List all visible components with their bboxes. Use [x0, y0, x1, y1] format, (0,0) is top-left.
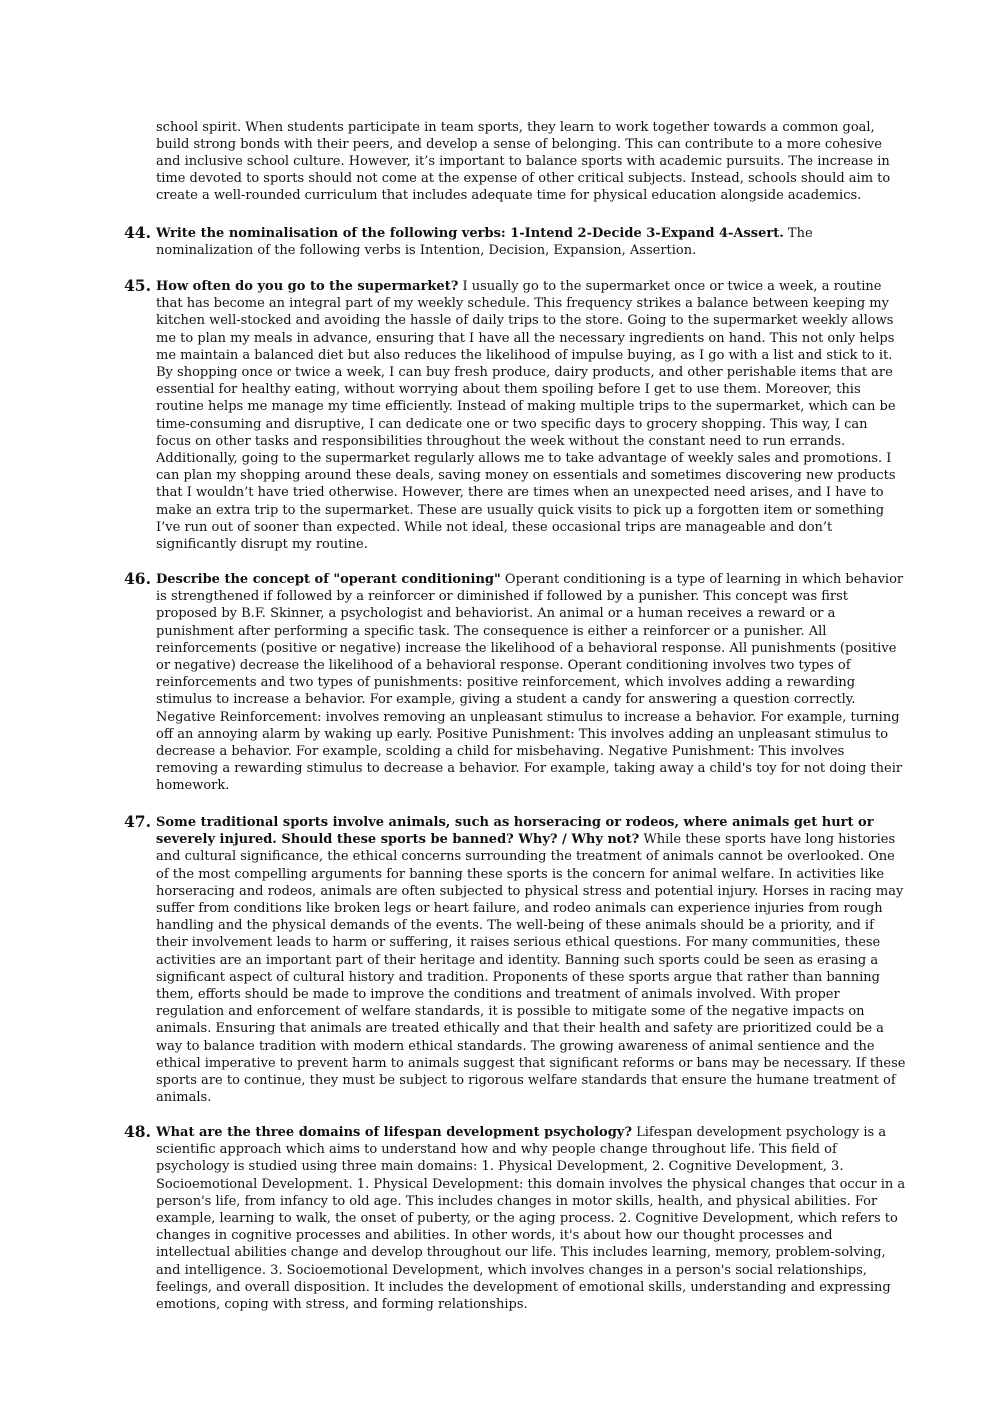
question-number: 45. — [124, 276, 151, 295]
question-body — [156, 814, 906, 1106]
question-text: What are the three domains of lifespan development psychology? — [156, 1125, 632, 1140]
question-text: Describe the concept of "operant conditioning" — [156, 572, 501, 587]
answer-text: Operant conditioning is a type of learning in which behavior is strengthened if followed by a reinforcer or diminished if followed by a punisher. This concept was first proposed by B.F. Skinner, a psychologist and behaviorist. An animal or a human receives a reward or a punishment after performing a specific task. The consequence is either a reinforcer or a punisher. All reinforcements (positive or negative) increase the likelihood of a behavioral response. All punishments (positive or negative) decrease the likelihood of a behavioral response. Operant conditioning involves two types of reinforcements and two types of punishments: positive reinforcement, which involves adding a rewarding stimulus to increase a behavior. For example, giving a student a candy for answering a question correctly. Negative Reinforcement: involves removing an unpleasant stimulus to increase a behavior. For example, turning off an annoying alarm by waking up early. Positive Punishment: This involves adding an unpleasant stimulus to decrease a behavior. For example, scolding a child for misbehaving. Negative Punishment: This involves removing a rewarding stimulus to decrease a behavior. For example, taking away a child's toy for not doing their homework. — [156, 572, 904, 794]
question-item-46 — [124, 571, 906, 795]
answer-text: While these sports have long histories and cultural significance, the ethical concerns surrounding the treatment of animals cannot be overlooked. One of the most compelling arguments for banning these sports is the concern for animal welfare. In activities like horseracing and rodeos, animals are often subjected to physical stress and potential injury. Horses in racing may suffer from conditions like broken legs or heart failure, and rodeo animals can experience injuries from rough handling and the physical demands of the events. The well-being of these animals should be a priority, and if their involvement leads to harm or suffering, it raises serious ethical questions. For many communities, these activities are an important part of their heritage and identity. Banning such sports could be seen as erasing a significant aspect of cultural history and tradition. Proponents of these sports argue that rather than banning them, efforts should be made to improve the conditions and treatment of animals involved. With proper regulation and enforcement of welfare standards, it is possible to mitigate some of the negative impacts on animals. Ensuring that animals are treated ethically and that their health and safety are prioritized could be a way to balance tradition with modern ethical standards. The growing awareness of animal sentience and the ethical imperative to prevent harm to animals suggest that significant reforms or bans may be necessary. If these sports are to continue, they must be subject to rigorous welfare standards that ensure the humane treatment of animals. — [156, 832, 906, 1106]
question-body — [156, 571, 906, 795]
question-text: How often do you go to the supermarket? — [156, 279, 459, 294]
question-body — [156, 278, 906, 553]
question-number: 47. — [124, 812, 151, 831]
answer-text: The nominalization of the following verbs is Intention, Decision, Expansion, Assertion. — [156, 226, 813, 259]
question-item-44 — [124, 225, 906, 259]
question-item-47 — [124, 814, 906, 1106]
answer-text: I usually go to the supermarket once or twice a week, a routine that has become an integral part of my weekly schedule. This frequency strikes a balance between keeping my kitchen well-stocked and avoiding the hassle of daily trips to the store. Going to the supermarket weekly allows me to plan my meals in advance, ensuring that I have all the necessary ingredients on hand. This not only helps me maintain a balanced diet but also reduces the likelihood of impulse buying, as I go with a list and stick to it. By shopping once or twice a week, I can buy fresh produce, dairy products, and other perishable items that are essential for healthy eating, without worrying about them spoiling before I get to use them. Moreover, this routine helps me manage my time efficiently. Instead of making multiple trips to the supermarket, which can be time-consuming and disruptive, I can dedicate one or two specific days to grocery shopping. This way, I can focus on other tasks and responsibilities throughout the week without the constant need to run errands. Additionally, going to the supermarket regularly allows me to take advantage of weekly sales and promotions. I can plan my shopping around these deals, saving money on essentials and sometimes discovering new products that I wouldn’t have tried otherwise. However, there are times when an unexpected need arises, and I have to make an extra trip to the supermarket. These are usually quick visits to pick up a forgotten item or something I’ve run out of sooner than expected. While not ideal, these occasional trips are manageable and don’t significantly disrupt my routine. — [156, 279, 896, 553]
answer-text: Lifespan development psychology is a scientific approach which aims to understand how and why people change throughout life. This field of psychology is studied using three main domains: 1. Physical Development, 2. Cognitive Development, 3. Socioemotional Development. 1. Physical Development: this domain involves the physical changes that occur in a person's life, from infancy to old age. This includes changes in motor skills, health, and physical abilities. For example, learning to walk, the onset of puberty, or the aging process. 2. Cognitive Development, which refers to changes in cognitive processes and abilities. In other words, it's about how our thought processes and intellectual abilities change and develop throughout our life. This includes learning, memory, problem-solving, and intelligence. 3. Socioemotional Development, which involves changes in a person's social relationships, feelings, and overall disposition. It includes the development of emotional skills, understanding and expressing emotions, coping with stress, and forming relationships. — [156, 1125, 906, 1313]
question-item-48 — [124, 1124, 906, 1313]
question-body — [156, 1124, 906, 1313]
question-item-45 — [124, 278, 906, 553]
question-text: Some traditional sports involve animals, such as horseracing or rodeos, where animals get hurt or severely injured. Should these sports be banned? Why? / Why not? — [156, 815, 874, 848]
question-number: 44. — [124, 223, 151, 242]
question-number: 48. — [124, 1122, 151, 1141]
question-body — [156, 225, 906, 259]
question-number: 46. — [124, 569, 151, 588]
continuation-paragraph: school spirit. When students participate in team sports, they learn to work together towards a common goal, build strong bonds with their peers, and develop a sense of belonging. This can contribute to a more cohesive and inclusive school culture. However, it’s important to balance sports with academic pursuits. The increase in time devoted to sports should not come at the expense of other critical subjects. Instead, schools should aim to create a well-rounded curriculum that includes adequate time for physical education alongside academics. — [156, 120, 891, 203]
question-text: Write the nominalisation of the following verbs: 1-Intend 2-Decide 3-Expand 4-Assert. — [156, 226, 784, 241]
